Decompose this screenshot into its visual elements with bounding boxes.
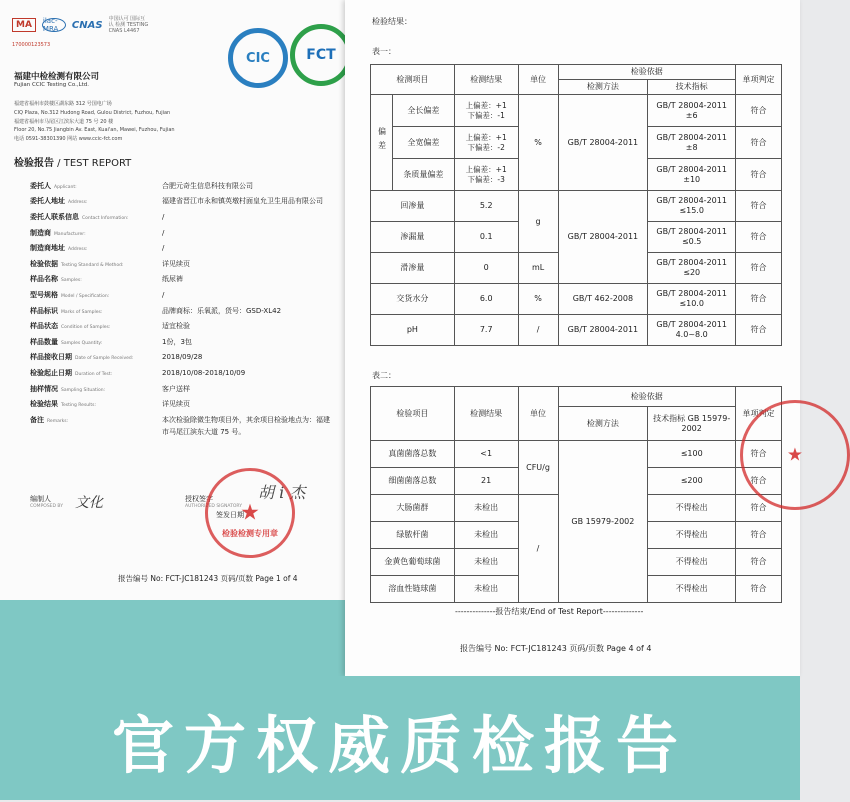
info-label bbox=[30, 384, 162, 394]
info-row bbox=[30, 334, 350, 350]
info-label-cn: 抽样情况 bbox=[30, 384, 58, 393]
info-value: 详见续页 bbox=[162, 400, 190, 409]
row-result: 未检出 bbox=[454, 549, 518, 576]
header-item: 检验项目 bbox=[371, 387, 455, 441]
info-label-en: Marks of Samples: bbox=[61, 309, 103, 315]
row-name: 细菌菌落总数 bbox=[371, 468, 455, 495]
row-name: 全宽偏差 bbox=[392, 127, 454, 159]
row-spec: GB/T 28004-2011 ≤20 bbox=[648, 253, 736, 284]
issue-date-label: 签发日期 bbox=[216, 511, 244, 519]
address-line: 电话 0591-38301390 网站 www.ccic-fct.com bbox=[14, 136, 123, 143]
row-name: 溶血性链球菌 bbox=[371, 576, 455, 603]
info-label bbox=[30, 259, 162, 269]
info-label-en: Samples: bbox=[61, 278, 82, 284]
info-row bbox=[30, 350, 350, 366]
table-1 bbox=[370, 64, 782, 346]
row-spec: GB/T 28004-2011 4.0~8.0 bbox=[648, 315, 736, 346]
row-name: 绿脓杆菌 bbox=[371, 522, 455, 549]
info-label-en: Address: bbox=[68, 247, 88, 253]
remark-continuation: 市马尾江滨东大道 75 号。 bbox=[162, 427, 246, 436]
row-spec: GB/T 28004-2011 ≤0.5 bbox=[648, 222, 736, 253]
row-spec: ≤200 bbox=[648, 468, 736, 495]
row-method: GB/T 28004-2011 bbox=[558, 315, 648, 346]
info-row bbox=[30, 272, 350, 288]
row-judge: 符合 bbox=[736, 576, 782, 603]
row-name: 真菌菌落总数 bbox=[371, 441, 455, 468]
header-result: 检测结果 bbox=[454, 65, 518, 95]
header-item: 检测项目 bbox=[371, 65, 455, 95]
info-value: 2018/10/08-2018/10/09 bbox=[162, 368, 246, 377]
star-icon: ★ bbox=[786, 444, 804, 466]
row-result: 7.7 bbox=[454, 315, 518, 346]
row-name: 大肠菌群 bbox=[371, 495, 455, 522]
info-label-cn: 型号规格 bbox=[30, 290, 58, 299]
row-unit: / bbox=[518, 495, 558, 603]
report-title: 检验报告 / TEST REPORT bbox=[14, 158, 132, 169]
info-value: 本次检验除微生物项目外，其余项目检验地点为：福建 bbox=[162, 415, 330, 424]
table2-label: 表二： bbox=[372, 371, 396, 380]
header-basis: 检验依据 bbox=[558, 65, 736, 80]
info-label bbox=[30, 243, 165, 253]
page-footer: 报告编号 No: FCT-JC181243 页码/页数 Page 1 of 4 bbox=[118, 574, 298, 583]
header-method: 检测方法 bbox=[558, 80, 648, 95]
info-label-cn: 制造商地址 bbox=[30, 244, 65, 253]
row-spec: GB/T 28004-2011 ≤15.0 bbox=[648, 191, 736, 222]
info-label-cn: 备注 bbox=[30, 415, 44, 424]
row-judge: 符合 bbox=[736, 315, 782, 346]
info-label-en: Remarks: bbox=[47, 418, 69, 424]
info-label-cn: 委托人 bbox=[30, 181, 51, 190]
info-label bbox=[30, 337, 162, 347]
row-name: 条质量偏差 bbox=[392, 159, 454, 191]
row-result: 上偏差：+1 下偏差：-1 bbox=[454, 95, 518, 127]
certification-logos bbox=[12, 16, 149, 34]
info-value: 2018/09/28 bbox=[162, 353, 203, 362]
row-spec: GB/T 28004-2011 ±10 bbox=[648, 159, 736, 191]
info-label-en: Model / Specification: bbox=[61, 293, 110, 299]
info-label bbox=[30, 181, 162, 191]
header-judge: 单项判定 bbox=[736, 387, 782, 441]
info-label-en: Applicant: bbox=[54, 184, 77, 190]
info-label-cn: 制造商 bbox=[30, 228, 51, 237]
header-unit: 单位 bbox=[518, 387, 558, 441]
row-judge: 符合 bbox=[736, 468, 782, 495]
info-label-cn: 样品接收日期 bbox=[30, 353, 72, 362]
info-label-en: Samples Quantity: bbox=[61, 340, 103, 346]
info-value: / bbox=[162, 290, 165, 299]
info-row bbox=[30, 287, 350, 303]
row-spec: 不得检出 bbox=[648, 495, 736, 522]
row-method: GB 15979-2002 bbox=[558, 441, 648, 603]
ilac-logo: ilac-MRA bbox=[42, 18, 66, 32]
row-method: GB/T 28004-2011 bbox=[558, 191, 648, 284]
table-2 bbox=[370, 386, 782, 603]
info-label-cn: 委托人地址 bbox=[30, 197, 65, 206]
row-name: pH bbox=[371, 315, 455, 346]
info-value: 详见续页 bbox=[162, 259, 190, 268]
row-method: GB/T 28004-2011 bbox=[558, 95, 648, 191]
info-label-en: Sampling Situation: bbox=[61, 387, 106, 393]
row-spec: 不得检出 bbox=[648, 576, 736, 603]
row-judge: 符合 bbox=[736, 191, 782, 222]
cnas-sub-text: 中国认可 国际互认 检测 TESTING CNAS L4467 bbox=[108, 16, 149, 34]
info-value: / bbox=[162, 228, 165, 237]
info-value: / bbox=[162, 244, 165, 253]
info-label bbox=[30, 352, 162, 362]
table1-label: 表一： bbox=[372, 47, 396, 56]
row-name: 交货水分 bbox=[371, 284, 455, 315]
cma-number: 170000123573 bbox=[12, 42, 51, 48]
compiled-signature: 文化 bbox=[75, 495, 103, 511]
info-label-cn: 检验结果 bbox=[30, 400, 58, 409]
info-value: 福建省晋江市永和镇英墩村面皇允卫生用品有限公司 bbox=[162, 197, 323, 206]
info-label bbox=[30, 290, 165, 300]
inspection-seal-right bbox=[740, 400, 850, 510]
row-judge: 符合 bbox=[736, 95, 782, 127]
deviation-group: 偏差 bbox=[371, 95, 393, 191]
row-judge: 符合 bbox=[736, 127, 782, 159]
info-label-cn: 检验依据 bbox=[30, 259, 58, 268]
cnas-logo: CNAS bbox=[71, 19, 103, 31]
company-name-en: Fujian CCIC Testing Co.,Ltd. bbox=[14, 82, 90, 88]
header-spec: 技术指标 GB 15979-2002 bbox=[648, 407, 736, 441]
info-row bbox=[30, 240, 350, 256]
header-method: 检测方法 bbox=[558, 407, 648, 441]
info-label bbox=[30, 415, 162, 425]
row-judge: 符合 bbox=[736, 549, 782, 576]
address-block bbox=[14, 100, 344, 144]
info-label bbox=[30, 228, 165, 238]
info-row bbox=[30, 178, 350, 194]
info-label-en: Testing Results: bbox=[61, 403, 97, 409]
header-unit: 单位 bbox=[518, 65, 558, 95]
info-label bbox=[30, 399, 162, 409]
row-unit: mL bbox=[518, 253, 558, 284]
info-label-en: Duration of Test: bbox=[75, 371, 113, 377]
info-value: 1份，3包 bbox=[162, 337, 192, 346]
report-page-1 bbox=[0, 0, 355, 600]
compiled-by: 编制人 COMPOSED BY bbox=[30, 495, 64, 509]
row-judge: 符合 bbox=[736, 284, 782, 315]
info-label bbox=[30, 306, 162, 316]
inspection-seal: ★ 检验检测专用章 bbox=[205, 468, 295, 558]
row-spec: 不得检出 bbox=[648, 549, 736, 576]
row-result: 21 bbox=[454, 468, 518, 495]
row-name: 全长偏差 bbox=[392, 95, 454, 127]
info-row bbox=[30, 318, 350, 334]
star-icon: ★ bbox=[240, 500, 260, 526]
info-label-en: Manufacturer: bbox=[54, 231, 86, 237]
info-label-cn: 样品数量 bbox=[30, 337, 58, 346]
end-of-report: --------------报告结束/End of Test Report-------------- bbox=[455, 607, 644, 616]
info-row bbox=[30, 381, 350, 397]
info-row bbox=[30, 194, 350, 210]
address-line: Floor 20, No.75 Jiangbin Av. East, Kuai'an, Mawei, Fuzhou, Fujian bbox=[14, 127, 175, 134]
row-unit: CFU/g bbox=[518, 441, 558, 495]
info-label bbox=[30, 274, 162, 284]
row-result: <1 bbox=[454, 441, 518, 468]
cma-logo: MA bbox=[12, 18, 36, 32]
header-spec: 技术指标 bbox=[648, 80, 736, 95]
info-label-cn: 检验起止日期 bbox=[30, 368, 72, 377]
info-label bbox=[30, 196, 162, 206]
row-name: 回渗量 bbox=[371, 191, 455, 222]
row-spec: ≤100 bbox=[648, 441, 736, 468]
header-judge: 单项判定 bbox=[736, 65, 782, 95]
header-basis: 检验依据 bbox=[558, 387, 736, 407]
info-label-en: Contact Information: bbox=[82, 215, 129, 221]
row-result: 上偏差：+1 下偏差：-3 bbox=[454, 159, 518, 191]
header-result: 检测结果 bbox=[454, 387, 518, 441]
address-line: 福建省福州市马尾区江滨东大道 75 号 20 楼 bbox=[14, 118, 114, 125]
row-result: 0.1 bbox=[454, 222, 518, 253]
row-judge: 符合 bbox=[736, 159, 782, 191]
info-row bbox=[30, 396, 350, 412]
info-row bbox=[30, 365, 350, 381]
info-label-cn: 样品标识 bbox=[30, 306, 58, 315]
info-label-en: Date of Sample Received: bbox=[75, 356, 134, 362]
info-row bbox=[30, 256, 350, 272]
background-strip bbox=[0, 600, 345, 676]
row-spec: 不得检出 bbox=[648, 522, 736, 549]
row-name: 渗漏量 bbox=[371, 222, 455, 253]
info-row bbox=[30, 209, 350, 225]
row-judge: 符合 bbox=[736, 495, 782, 522]
info-value: 合肥元奇生信息科技有限公司 bbox=[162, 181, 253, 190]
row-unit: g bbox=[518, 191, 558, 253]
fct-logo: FCT bbox=[290, 24, 352, 86]
row-name: 滑渗量 bbox=[371, 253, 455, 284]
address-line: 福建省福州市鼓楼区湖东路 312 号国电广场 bbox=[14, 101, 112, 107]
cic-logo: CIC bbox=[228, 28, 288, 88]
row-spec: GB/T 28004-2011 ±8 bbox=[648, 127, 736, 159]
row-unit: % bbox=[518, 284, 558, 315]
row-judge: 符合 bbox=[736, 522, 782, 549]
row-judge: 符合 bbox=[736, 253, 782, 284]
row-result: 0 bbox=[454, 253, 518, 284]
row-result: 上偏差：+1 下偏差：-2 bbox=[454, 127, 518, 159]
row-spec: GB/T 28004-2011 ±6 bbox=[648, 95, 736, 127]
row-result: 5.2 bbox=[454, 191, 518, 222]
info-label-cn: 样品名称 bbox=[30, 275, 58, 284]
info-label bbox=[30, 321, 162, 331]
row-unit: / bbox=[518, 315, 558, 346]
page-footer: 报告编号 No: FCT-JC181243 页码/页数 Page 4 of 4 bbox=[460, 644, 652, 653]
authorized-signatory: 授权签字 AUTHORIZED SIGNATORY bbox=[185, 495, 242, 509]
company-name: 福建中检检测有限公司 bbox=[14, 72, 100, 82]
info-label-cn: 委托人联系信息 bbox=[30, 212, 79, 221]
info-value: 适宜检验 bbox=[162, 322, 190, 331]
info-value: / bbox=[162, 212, 165, 221]
row-result: 6.0 bbox=[454, 284, 518, 315]
results-label: 检验结果： bbox=[372, 17, 412, 26]
info-label bbox=[30, 368, 162, 378]
row-result: 未检出 bbox=[454, 495, 518, 522]
row-result: 未检出 bbox=[454, 576, 518, 603]
address-line: CIQ Plaza, No.312 Hudong Road, Gulou District, Fuzhou, Fujian bbox=[14, 109, 171, 116]
info-label-en: Testing Standard & Method: bbox=[61, 262, 124, 268]
row-method: GB/T 462-2008 bbox=[558, 284, 648, 315]
info-row bbox=[30, 303, 350, 319]
info-label-en: Condition of Samples: bbox=[61, 325, 111, 331]
info-table bbox=[30, 178, 350, 438]
row-unit: % bbox=[518, 95, 558, 191]
row-judge: 符合 bbox=[736, 441, 782, 468]
info-value: 客户送样 bbox=[162, 384, 190, 393]
info-label-cn: 样品状态 bbox=[30, 322, 58, 331]
row-name: 金黄色葡萄球菌 bbox=[371, 549, 455, 576]
row-result: 未检出 bbox=[454, 522, 518, 549]
info-value: 纸尿裤 bbox=[162, 275, 183, 284]
banner-title: 官方权威质检报告 bbox=[111, 708, 688, 782]
info-row bbox=[30, 225, 350, 241]
authorized-signature: 胡 i 杰 bbox=[258, 483, 306, 502]
info-label bbox=[30, 212, 165, 222]
row-judge: 符合 bbox=[736, 222, 782, 253]
info-label-en: Address: bbox=[68, 200, 88, 206]
row-spec: GB/T 28004-2011 ≤10.0 bbox=[648, 284, 736, 315]
info-value: 品牌商标：乐氧派，货号：GSD-XL42 bbox=[162, 306, 282, 315]
